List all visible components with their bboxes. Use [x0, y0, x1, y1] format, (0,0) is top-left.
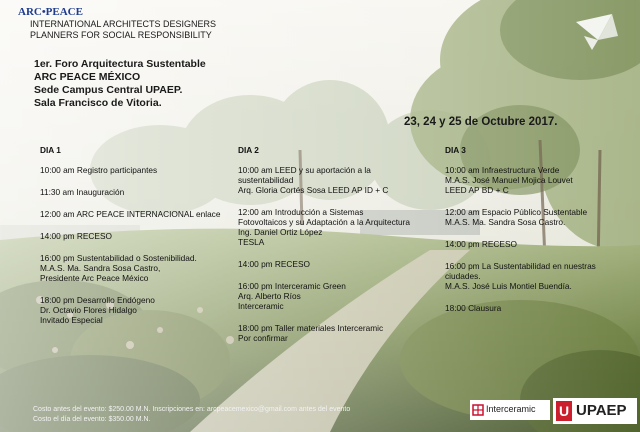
schedule-item	[40, 295, 220, 325]
day-2-column	[238, 145, 410, 355]
event-title: 1er. Foro Arquitectura Sustentable	[34, 58, 206, 70]
schedule-item	[40, 231, 220, 241]
schedule-item	[40, 253, 220, 283]
brand-logo: ARC•PEACE	[18, 6, 83, 18]
schedule-line: sustentabilidad	[238, 175, 294, 185]
schedule-item	[238, 323, 410, 343]
schedule-item	[445, 239, 596, 249]
schedule-line: 12:00 am ARC PEACE INTERNACIONAL enlace	[40, 209, 221, 219]
schedule-line: 14:00 pm RECESO	[238, 259, 310, 269]
schedule-line: 14:00 pm RECESO	[40, 231, 112, 241]
schedule-line: 16:00 pm La Sustentabilidad en nuestras	[445, 261, 596, 271]
schedule-line: Arq. Gloria Cortés Sosa LEED AP ID + C	[238, 185, 389, 195]
schedule-item	[238, 165, 410, 195]
day-title: DIA 3	[445, 145, 466, 155]
schedule-line: M.A.S. José Manuel Mojica Louvet	[445, 175, 573, 185]
schedule-line: LEED AP BD + C	[445, 185, 509, 195]
schedule-line: Dr. Octavio Flores Hidalgo	[40, 305, 137, 315]
interceramic-logo	[470, 400, 550, 420]
schedule-item	[445, 303, 596, 313]
schedule-line: 12:00 am Introducción a Sistemas	[238, 207, 364, 217]
event-room: Sala Francisco de Vitoria.	[34, 97, 162, 109]
schedule-line: 18:00 Clausura	[445, 303, 502, 313]
schedule-item	[445, 165, 596, 195]
schedule-line: 18:00 pm Desarrollo Endógeno	[40, 295, 155, 305]
schedule-line: 16:00 pm Sustentabilidad o Sostenibilidad.	[40, 253, 197, 263]
schedule-line: Ing. Daniel Ortiz López	[238, 227, 323, 237]
upaep-label: UPAEP	[576, 402, 627, 419]
event-organizer: ARC PEACE MÉXICO	[34, 71, 141, 83]
schedule-line: 10:00 am Registro participantes	[40, 165, 158, 175]
interceramic-label: Interceramic	[486, 404, 536, 414]
cost-before-event: Costo antes del evento: $250.00 M.N. Inscripciones en: arcpeacemexico@gmail.com antes del evento	[33, 406, 351, 413]
schedule-line: Invitado Especial	[40, 315, 103, 325]
event-dates: 23, 24 y 25 de Octubre 2017.	[404, 116, 558, 128]
schedule-line: 16:00 pm Interceramic Green	[238, 281, 346, 291]
schedule-line: 14:00 pm RECESO	[445, 239, 517, 249]
schedule-line: M.A.S. Ma. Sandra Sosa Castro.	[445, 217, 566, 227]
schedule-item	[238, 207, 410, 247]
schedule-item	[445, 261, 596, 291]
day-3-column	[445, 145, 596, 325]
schedule-line: ciudades.	[445, 271, 481, 281]
schedule-item	[445, 207, 596, 227]
schedule-line: 11:30 am Inauguración	[40, 187, 125, 197]
schedule-line: 18:00 pm Taller materiales Interceramic	[238, 323, 384, 333]
event-venue: Sede Campus Central UPAEP.	[34, 84, 183, 96]
schedule-item	[40, 165, 220, 175]
schedule-line: TESLA	[238, 237, 265, 247]
schedule-line: Fotovoltaicos y su Adaptación a la Arquitectura	[238, 217, 411, 227]
schedule-line: 10:00 am Infraestructura Verde	[445, 165, 560, 175]
org-name-line1: INTERNATIONAL ARCHITECTS DESIGNERS	[30, 19, 217, 29]
schedule-line: Interceramic	[238, 301, 284, 311]
cost-day-of-event: Costo el día del evento: $350.00 M.N.	[33, 416, 151, 423]
upaep-logo	[553, 398, 637, 424]
schedule-item	[238, 281, 410, 311]
schedule-line: 10:00 am LEED y su aportación a la	[238, 165, 371, 175]
schedule-line: M.A.S. José Luis Montiel Buendía.	[445, 281, 572, 291]
schedule-line: 12:00 am Espacio Público Sustentable	[445, 207, 588, 217]
org-name-line2: PLANNERS FOR SOCIAL RESPONSIBILITY	[30, 30, 212, 40]
upaep-mark-icon: U	[556, 401, 572, 421]
schedule-item	[40, 187, 220, 197]
day-title: DIA 1	[40, 145, 61, 155]
day-title: DIA 2	[238, 145, 259, 155]
schedule-line: Por confirmar	[238, 333, 288, 343]
schedule-item	[40, 209, 220, 219]
day-1-column	[40, 145, 220, 337]
schedule-line: M.A.S. Ma. Sandra Sosa Castro,	[40, 263, 161, 273]
schedule-item	[238, 259, 410, 269]
schedule-line: Presidente Arc Peace México	[40, 273, 149, 283]
schedule-line: Arq. Alberto Ríos	[238, 291, 301, 301]
